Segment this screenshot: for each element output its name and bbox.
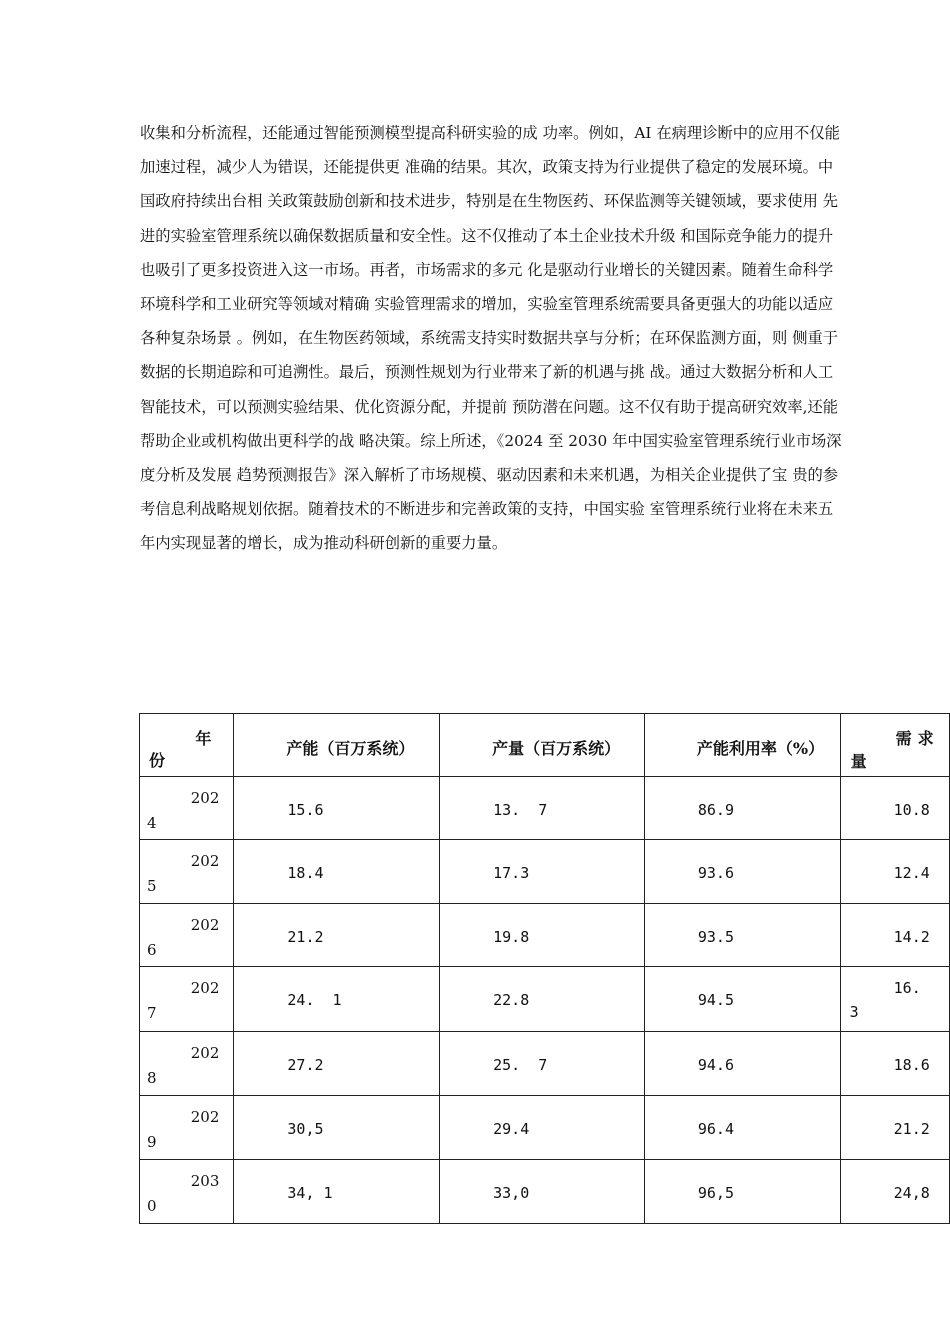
capacity-cell: 18.4 (234, 840, 440, 904)
body-line: 也吸引了更多投资进入这一市场。再者，市场需求的多元 化是驱动行业增长的关键因素。随着生命科学 (140, 260, 834, 279)
table-row (140, 1096, 950, 1160)
output-cell: 33,0 (440, 1160, 645, 1224)
header-capacity: 产能（百万系统） (234, 714, 440, 777)
table-row (140, 1160, 950, 1224)
capacity-cell: 34, 1 (234, 1160, 440, 1224)
year-cell: 202 7 (140, 967, 234, 1032)
year-cell: 202 6 (140, 904, 234, 967)
utilization-cell: 86.9 (644, 777, 840, 840)
demand-cell: 16. 3 (840, 967, 949, 1032)
output-cell: 13. 7 (440, 777, 645, 840)
table-row (140, 904, 950, 967)
capacity-cell: 21.2 (234, 904, 440, 967)
table-header-row (140, 714, 950, 777)
output-cell: 25. 7 (440, 1032, 645, 1096)
table-row (140, 967, 950, 1032)
body-line: 考信息利战略规划依据。随着技术的不断进步和完善政策的支持，中国实验 室管理系统行业将在未来五 (140, 500, 834, 519)
demand-cell: 18.6 (840, 1032, 949, 1096)
demand-cell: 21.2 (840, 1096, 949, 1160)
body-line: 度分析及发展 趋势预测报告》深入解析了市场规模、驱动因素和未来机遇，为相关企业提供了宝 贵的参 (140, 465, 839, 484)
output-cell: 17.3 (440, 840, 645, 904)
body-line: 帮助企业或机构做出更科学的战 略决策。综上所述，《2024 至 2030 年中国实验室管理系统行业市场深 (140, 431, 842, 450)
table-row (140, 777, 950, 840)
utilization-cell: 96.4 (644, 1096, 840, 1160)
header-output: 产量（百万系统） (440, 714, 645, 777)
utilization-cell: 96,5 (644, 1160, 840, 1224)
demand-cell: 14.2 (840, 904, 949, 967)
capacity-cell: 27.2 (234, 1032, 440, 1096)
body-line: 进的实验室管理系统以确保数据质量和安全性。这不仅推动了本土企业技术升级 和国际竞争能力的提升 (140, 226, 834, 245)
year-cell: 202 5 (140, 840, 234, 904)
demand-cell: 12.4 (840, 840, 949, 904)
body-line: 各种复杂场景 。例如，在生物医药领域，系统需支持实时数据共享与分析；在环保监测方面，则 侧重于 (140, 329, 839, 348)
utilization-cell: 94.5 (644, 967, 840, 1032)
body-line: 加速过程，减少人为错误，还能提供更 准确的结果。其次，政策支持为行业提供了稳定的发展环境。中 (140, 158, 834, 177)
year-cell: 203 0 (140, 1160, 234, 1224)
header-utilization: 产能利用率（%） (644, 714, 840, 777)
table-row (140, 1032, 950, 1096)
body-line: 环境科学和工业研究等领域对精确 实验管理需求的增加，实验室管理系统需要具备更强大的功能以适应 (140, 294, 834, 313)
body-line: 数据的长期追踪和可追溯性。最后，预测性规划为行业带来了新的机遇与挑 战。通过大数据分析和人工 (140, 363, 834, 382)
body-paragraph (140, 116, 950, 560)
capacity-cell: 24. 1 (234, 967, 440, 1032)
output-cell: 22.8 (440, 967, 645, 1032)
utilization-cell: 94.6 (644, 1032, 840, 1096)
output-cell: 29.4 (440, 1096, 645, 1160)
output-cell: 19.8 (440, 904, 645, 967)
capacity-cell: 15.6 (234, 777, 440, 840)
table-row (140, 840, 950, 904)
body-line: 收集和分析流程，还能通过智能预测模型提高科研实验的成 功率。例如，AI 在病理诊断中的应用不仅能 (140, 124, 840, 142)
body-line: 智能技术，可以预测实验结果、优化资源分配，并提前 预防潜在问题。这不仅有助于提高研究效率,还能 (140, 397, 839, 416)
capacity-table (139, 713, 950, 1224)
utilization-cell: 93.5 (644, 904, 840, 967)
utilization-cell: 93.6 (644, 840, 840, 904)
year-cell: 202 4 (140, 777, 234, 840)
demand-cell: 10.8 (840, 777, 949, 840)
year-cell: 202 8 (140, 1032, 234, 1096)
body-line: 国政府持续出台相 关政策鼓励创新和技术进步，特别是在生物医药、环保监测等关键领域，要求使用 先 (140, 192, 839, 211)
year-cell: 202 9 (140, 1096, 234, 1160)
header-demand: 需求 量 (840, 714, 949, 777)
header-year: 年 份 (140, 714, 234, 777)
body-line: 年内实现显著的增长，成为推动科研创新的重要力量。 (140, 534, 508, 553)
capacity-cell: 30,5 (234, 1096, 440, 1160)
demand-cell: 24,8 (840, 1160, 949, 1224)
